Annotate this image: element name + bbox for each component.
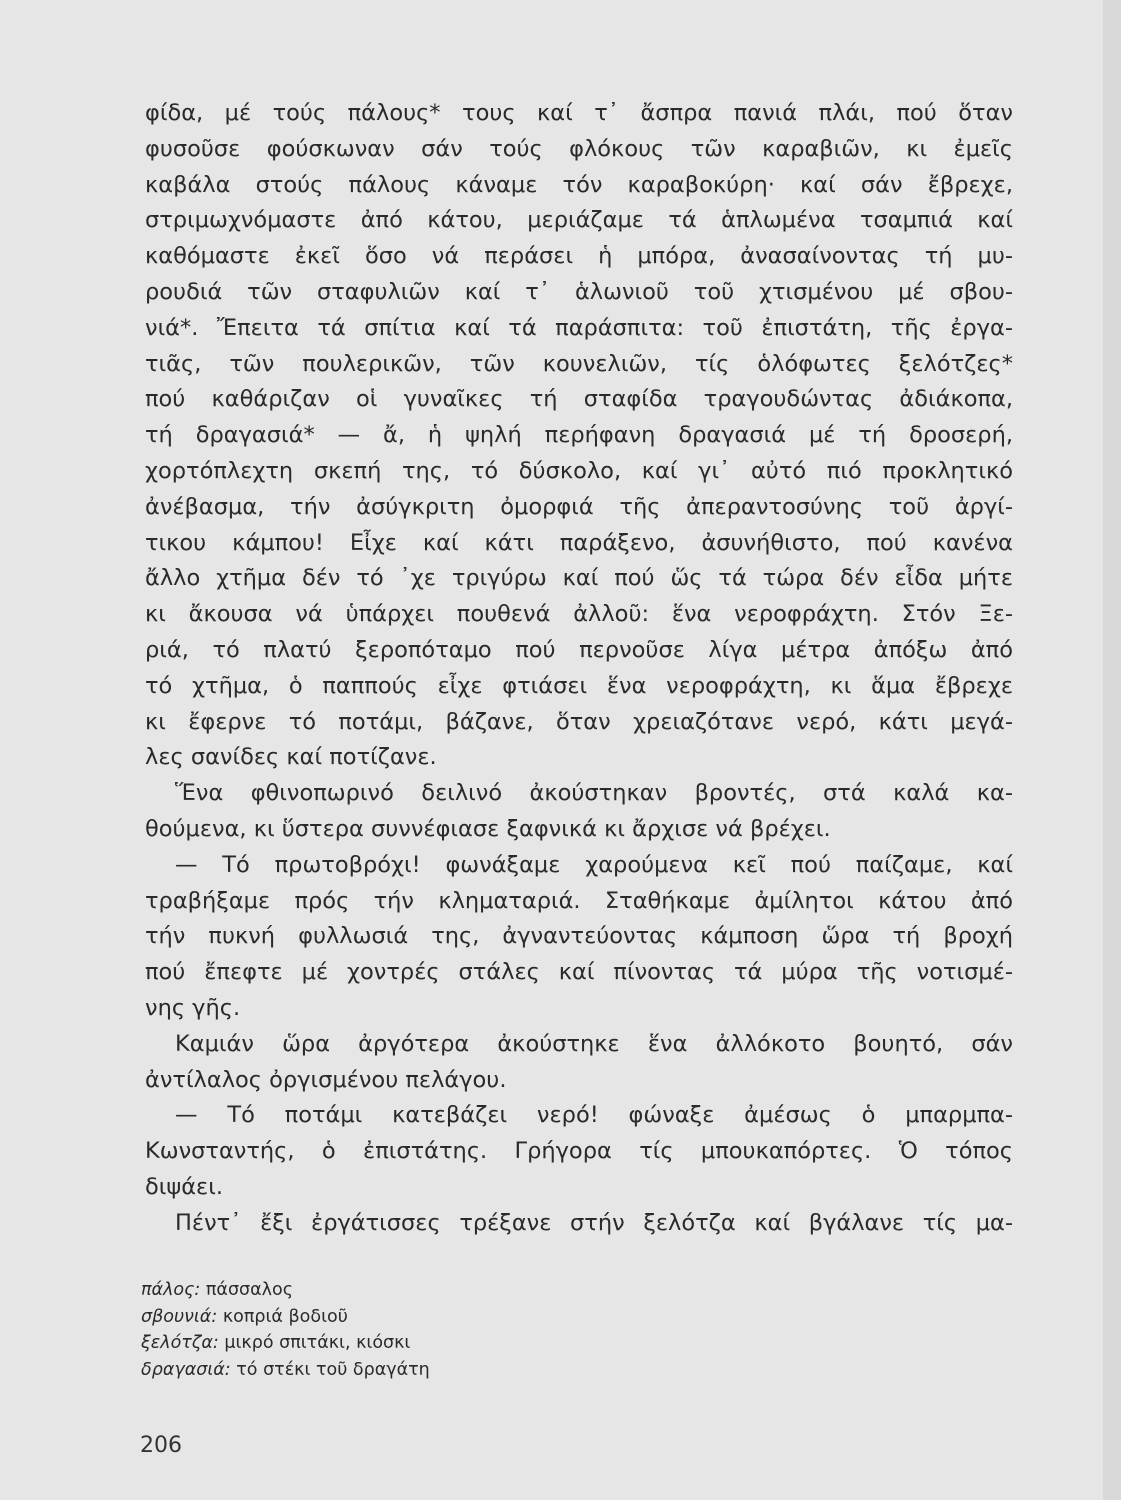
text-line: φίδα, μέ τούς πάλους* τους καί τ᾽ ἄσπρα πανιά πλάι, πού ὅταν: [145, 100, 1013, 126]
footnote-definition: πάσσαλος: [205, 1280, 294, 1300]
footnote-definition: μικρό σπιτάκι, κιόσκι: [224, 1333, 411, 1353]
text-line: τιᾶς, τῶν πουλερικῶν, τῶν κουνελιῶν, τίς ὁλόφωτες ξελότζες*: [145, 350, 1013, 377]
footnote-term: πάλος:: [141, 1280, 201, 1300]
text-line: θούμενα, κι ὕστερα συννέφιασε ξαφνικά κι ἄρχισε νά βρέχει.: [145, 815, 831, 842]
dialogue-line: — Τό ποτάμι κατεβάζει νερό! φώναξε ἀμέσως ὁ μπαρμπα-: [175, 1102, 1013, 1129]
paragraph-start-line: Πέντ᾽ ἔξι ἐργάτισσες τρέξανε στήν ξελότζα καί βγάλανε τίς μα-: [175, 1209, 1013, 1236]
text-line: πού καθάριζαν οἱ γυναῖκες τή σταφίδα τραγουδώντας ἀδιάκοπα,: [145, 386, 1013, 413]
text-line: λες σανίδες καί ποτίζανε.: [145, 744, 437, 771]
footnote: [141, 1330, 661, 1357]
paragraph-start-line: Καμιάν ὥρα ἀργότερα ἀκούστηκε ἕνα ἀλλόκοτο βουητό, σάν: [175, 1030, 1013, 1057]
text-line: ἀνέβασμα, τήν ἀσύγκριτη ὀμορφιά τῆς ἀπεραντοσύνης τοῦ ἀργί-: [145, 493, 1013, 520]
text-line: καθόμαστε ἐκεῖ ὅσο νά περάσει ἡ μπόρα, ἀνασαίνοντας τή μυ-: [145, 243, 1013, 270]
text-line: ἄλλο χτῆμα δέν τό ᾽χε τριγύρω καί πού ὥς τά τώρα δέν εἶδα μήτε: [145, 565, 1013, 592]
footnote-term: ξελότζα:: [141, 1333, 219, 1353]
text-line: διψάει.: [145, 1173, 223, 1200]
text-line: Κωνσταντής, ὁ ἐπιστάτης. Γρήγορα τίς μπουκαπόρτες. Ὁ τόπος: [145, 1138, 1013, 1165]
footnote-term: δραγασιά:: [141, 1359, 231, 1380]
text-line: κι ἔφερνε τό ποτάμι, βάζανε, ὅταν χρειαζότανε νερό, κάτι μεγά-: [145, 708, 1013, 735]
page-number: 206: [140, 1433, 182, 1458]
text-line: πού ἔπεφτε μέ χοντρές στάλες καί πίνοντας τά μύρα τῆς νοτισμέ-: [145, 959, 1013, 986]
footnote-definition: κοπριά βοδιοῦ: [222, 1306, 348, 1327]
footnote: [141, 1357, 661, 1384]
text-line: φυσοῦσε φούσκωναν σάν τούς φλόκους τῶν καραβιῶν, κι ἐμεῖς: [145, 135, 1013, 162]
footnote: [141, 1277, 661, 1304]
text-line: κι ἄκουσα νά ὑπάρχει πουθενά ἀλλοῦ: ἕνα νεροφράχτη. Στόν Ξε-: [145, 601, 1013, 628]
footnote-definition: τό στέκι τοῦ δραγάτη: [236, 1359, 430, 1380]
text-line: χορτόπλεχτη σκεπή της, τό δύσκολο, καί γι᾽ αὐτό πιό προκλητικό: [145, 457, 1013, 484]
text-line: καβάλα στούς πάλους κάναμε τόν καραβοκύρη· καί σάν ἔβρεχε,: [145, 171, 1013, 198]
text-line: τό χτῆμα, ὁ παππούς εἶχε φτιάσει ἕνα νεροφράχτη, κι ἅμα ἔβρεχε: [145, 672, 1013, 699]
text-line: ρουδιά τῶν σταφυλιῶν καί τ᾽ ἁλωνιοῦ τοῦ χτισμένου μέ σβου-: [145, 278, 1013, 305]
body-text: [145, 96, 1013, 1242]
paragraph-start-line: Ἕνα φθινοπωρινό δειλινό ἀκούστηκαν βροντές, στά καλά κα-: [175, 780, 1013, 807]
text-line: τραβήξαμε πρός τήν κληματαριά. Σταθήκαμε ἀμίλητοι κάτου ἀπό: [145, 887, 1013, 914]
page-edge-shadow: [1103, 0, 1121, 1500]
footnotes: [141, 1277, 661, 1383]
footnote: [141, 1304, 661, 1331]
dialogue-line: — Τό πρωτοβρόχι! φωνάξαμε χαρούμενα κεῖ πού παίζαμε, καί: [175, 851, 1013, 878]
text-line: ριά, τό πλατύ ξεροπόταμο πού περνοῦσε λίγα μέτρα ἀπόξω ἀπό: [145, 636, 1013, 663]
footnote-term: σβουνιά:: [141, 1306, 218, 1327]
text-line: νιά*. Ἔπειτα τά σπίτια καί τά παράσπιτα: τοῦ ἐπιστάτη, τῆς ἐργα-: [145, 314, 1013, 341]
text-line: τή δραγασιά* — ἄ, ἡ ψηλή περήφανη δραγασιά μέ τή δροσερή,: [145, 422, 1013, 449]
text-line: τικου κάμπου! Εἶχε καί κάτι παράξενο, ἀσυνήθιστο, πού κανένα: [145, 529, 1013, 556]
text-line: ἀντίλαλος ὀργισμένου πελάγου.: [145, 1066, 507, 1093]
text-line: νης γῆς.: [145, 994, 241, 1021]
text-line: τήν πυκνή φυλλωσιά της, ἀγναντεύοντας κάμποση ὥρα τή βροχή: [145, 923, 1013, 950]
text-line: στριμωχνόμαστε ἀπό κάτου, μεριάζαμε τά ἁπλωμένα τσαμπιά καί: [145, 207, 1013, 234]
